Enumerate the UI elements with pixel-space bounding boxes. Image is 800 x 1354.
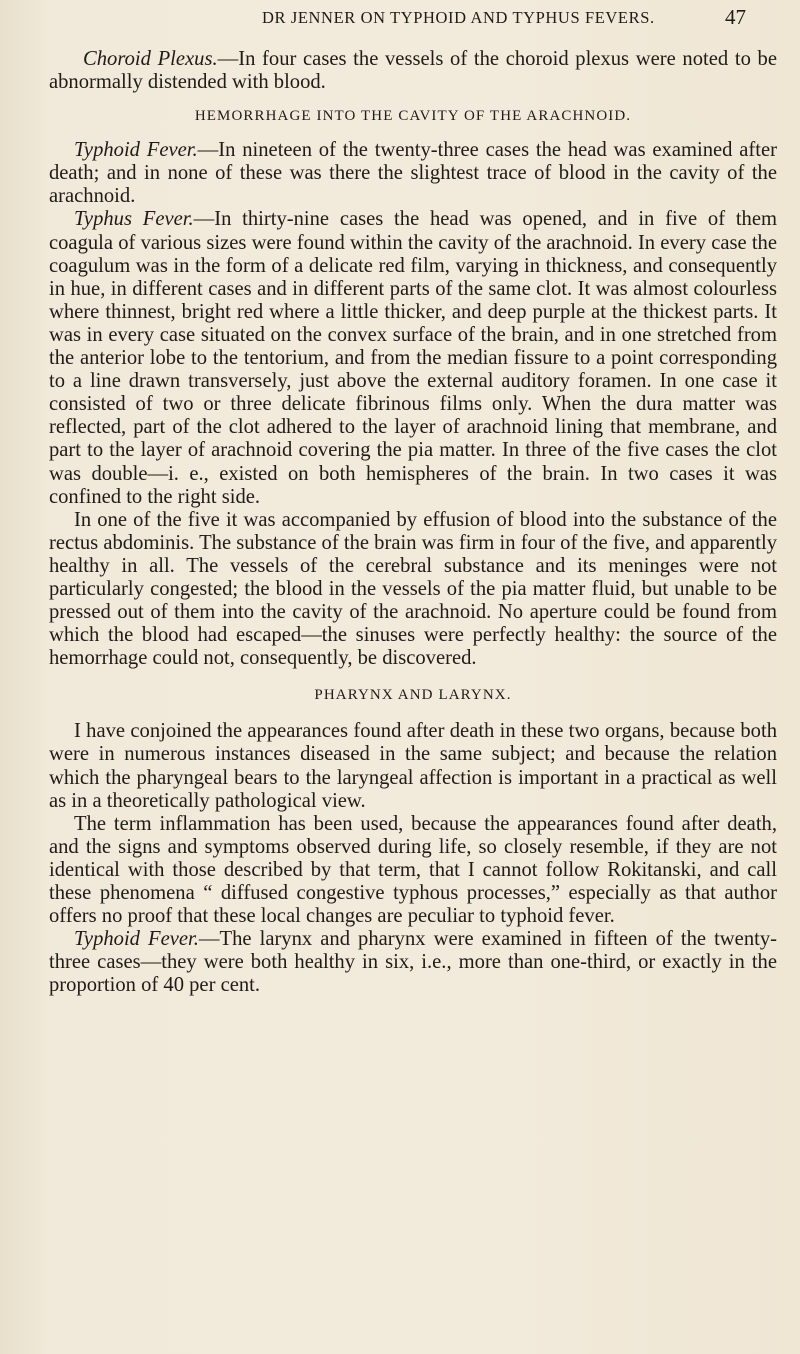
paragraph-text: —The larynx and pharynx were examined in fifteen of the twenty-three cases—they were both healthy in six, i.e., more than one-third, or exactly in the proportion of 40 per cent. xyxy=(49,928,777,997)
running-head xyxy=(262,8,655,28)
paragraph-effusion xyxy=(49,509,777,671)
paragraph-text: —In four cases the vessels of the choroid plexus were noted to be abnormally distended with blood. xyxy=(49,48,777,94)
paragraph-lead: Typhoid Fever. xyxy=(74,139,198,162)
paragraph-typhoid-fever xyxy=(49,139,777,208)
paragraph-text: I have conjoined the appearances found after death in these two organs, because both were in numerous instances diseased in the same subject; and because the relation which the pharyngeal bears to the laryngeal affection is important in a practical as well as in a theoretically pathological view. xyxy=(49,720,777,812)
paragraph-conjoined-organs xyxy=(49,720,777,812)
section-heading-hemorrhage: HEMORRHAGE INTO THE CAVITY OF THE ARACHNOID. xyxy=(194,108,632,125)
running-title: DR JENNER ON TYPHOID AND TYPHUS FEVERS. xyxy=(262,8,655,27)
section-heading-pharynx-larynx: PHARYNX AND LARYNX. xyxy=(314,687,512,704)
paragraph-lead: Choroid Plexus. xyxy=(83,48,218,70)
text-block xyxy=(49,48,777,997)
page-number: 47 xyxy=(725,5,746,29)
paragraph-lead: Typhoid Fever. xyxy=(74,928,199,951)
paragraph-text: In one of the five it was accompanied by effusion of blood into the substance of the rectus abdominis. The substance of the brain was firm in four of the five, and apparently healthy in all. The vessels of the cerebral substance and its meninges were not particularly congested; the blood in the vessels of the pia matter fluid, but unable to be pressed out of them into the cavity of the arachnoid. No aperture could be found from which the blood had escaped—the sinuses were perfectly healthy: the source of the hemorrhage could not, consequently, be discovered. xyxy=(49,508,777,670)
paragraph-typhus-fever xyxy=(49,208,777,508)
paragraph-text: The term inflammation has been used, because the appearances found after death, and the signs and symptoms observed during life, so closely resemble, if they are not identical with those described by that term, that I cannot follow Rokitanski, and call these phenomena “ diffused congestive typhous processes,” especially as that author offers no proof that these local changes are peculiar to typhoid fever. xyxy=(49,812,777,928)
paragraph-inflammation-term xyxy=(49,813,777,928)
paragraph-text: —In thirty-nine cases the head was opened, and in five of them coagula of various sizes were found within the cavity of the arachnoid. In every case the coagulum was in the form of a delicate red film, varying in thickness, and consequently in hue, in different cases and in different parts of the same clot. It was almost colourless where thinnest, bright red where a little thicker, and deep purple at the thickest parts. It was in every case situated on the convex surface of the brain, and in one stretched from the anterior lobe to the tentorium, and from the median fissure to a point corresponding to a line drawn transversely, just above the external auditory foramen. In one case it consisted of two or three delicate fibrinous films only. When the dura matter was reflected, part of the clot adhered to the layer of arachnoid lining that membrane, and part to the layer of arachnoid covering the pia matter. In three of the five cases the clot was double—i. e., existed on both hemispheres of the brain. In two cases it was confined to the right side. xyxy=(49,208,777,508)
paragraph-text: —In nineteen of the twenty-three cases the head was examined after death; and in none of these was there the slightest trace of blood in the cavity of the arachnoid. xyxy=(49,139,777,208)
paragraph-lead: Typhus Fever. xyxy=(74,208,194,231)
paragraph-typhoid-larynx xyxy=(49,928,777,997)
paragraph-choroid-plexus xyxy=(49,48,777,94)
